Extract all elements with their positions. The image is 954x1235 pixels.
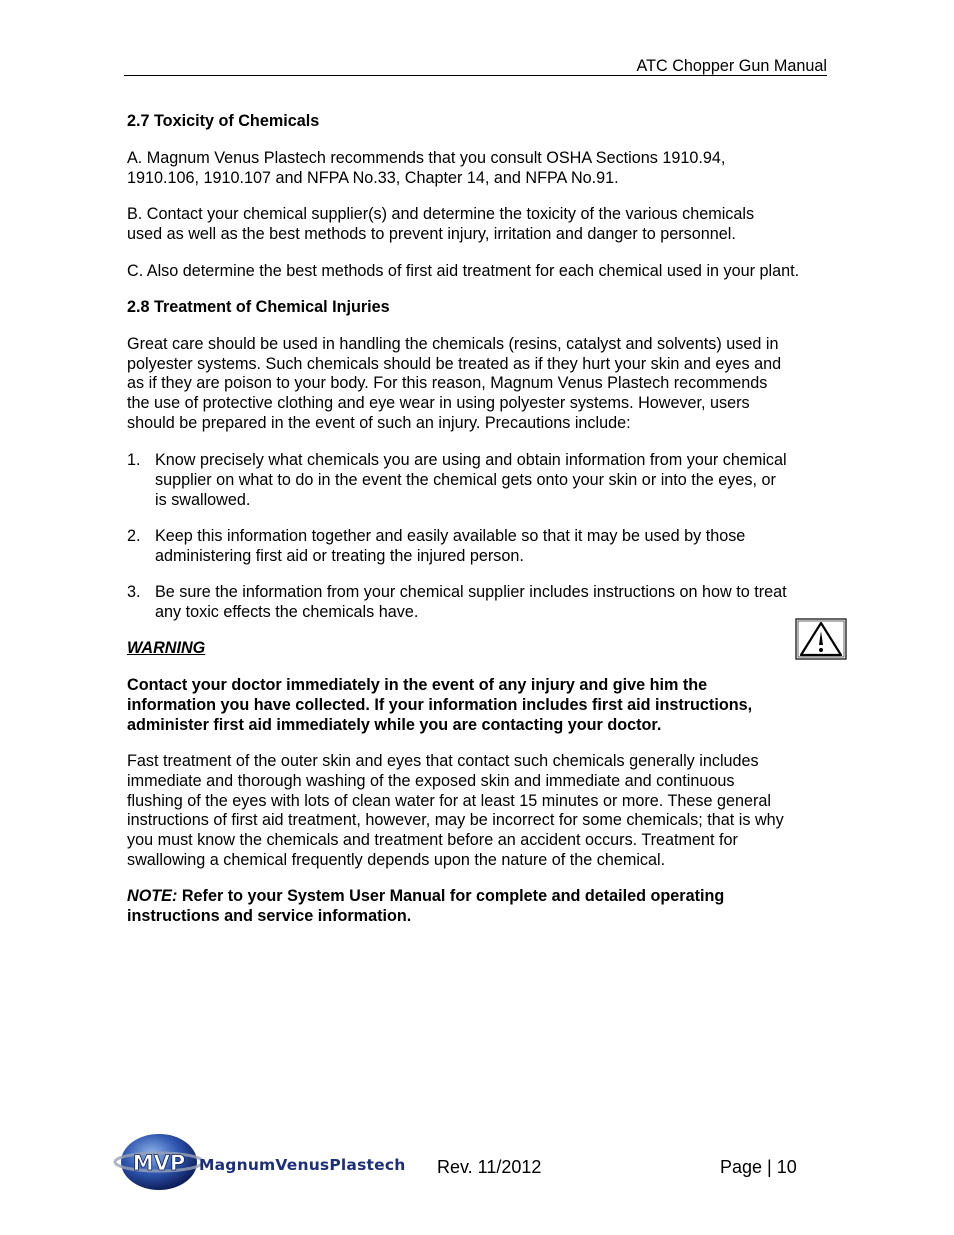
treatment-line: swallowing a chemical frequently depends upon the nature of the chemical.: [127, 851, 666, 869]
para-b-line-1: B. Contact your chemical supplier(s) and determine the toxicity of the various chemicals: [127, 205, 755, 223]
note-line-2: instructions and service information.: [127, 907, 412, 925]
note-text: Refer to your System User Manual for complete and detailed operating: [177, 887, 725, 905]
list-item-line: administering first aid or treating the injured person.: [155, 547, 524, 565]
warning-line: Contact your doctor immediately in the event of any injury and give him the: [127, 676, 708, 694]
list-item-line: Be sure the information from your chemical supplier includes instructions on how to treat: [155, 583, 787, 601]
para-a-line-2: 1910.106, 1910.107 and NFPA No.33, Chapter 14, and NFPA No.91.: [127, 169, 619, 187]
list-item-number: 1.: [127, 451, 141, 469]
intro-line: polyester systems. Such chemicals should be treated as if they hurt your skin and eyes and: [127, 355, 782, 373]
para-c: C. Also determine the best methods of first aid treatment for each chemical used in your plant.: [127, 262, 800, 280]
logo-mark: MVP: [132, 1151, 186, 1175]
note-label: NOTE:: [127, 887, 178, 905]
header-title: ATC Chopper Gun Manual: [636, 57, 827, 75]
section-2-7-heading: 2.7 Toxicity of Chemicals: [127, 112, 320, 130]
list-item-line: any toxic effects the chemicals have.: [155, 603, 419, 621]
para-b-line-2: used as well as the best methods to prevent injury, irritation and danger to personnel.: [127, 225, 736, 243]
warning-label: WARNING: [127, 639, 206, 657]
list-item-line: is swallowed.: [155, 491, 251, 509]
treatment-line: you must know the chemicals and treatment before an accident occurs. Treatment for: [127, 831, 738, 849]
list-item-number: 3.: [127, 583, 141, 601]
header-rule: [124, 75, 827, 76]
warning-triangle-icon: [795, 618, 847, 660]
warning-line: information you have collected. If your information includes first aid instructions,: [127, 696, 753, 714]
treatment-line: flushing of the eyes with lots of clean water for at least 15 minutes or more. These general: [127, 792, 771, 810]
note-line-1: [127, 886, 847, 906]
list-item-line: Know precisely what chemicals you are using and obtain information from your chemical: [155, 451, 787, 469]
logo-text: MagnumVenusPlastech: [199, 1156, 406, 1174]
list-item-line: Keep this information together and easily available so that it may be used by those: [155, 527, 746, 545]
intro-line: the use of protective clothing and eye wear in using polyester systems. However, users: [127, 394, 750, 412]
intro-line: Great care should be used in handling the chemicals (resins, catalyst and solvents) used in: [127, 335, 779, 353]
treatment-line: Fast treatment of the outer skin and eyes that contact such chemicals generally includes: [127, 752, 759, 770]
warning-line: administer first aid immediately while you are contacting your doctor.: [127, 716, 662, 734]
list-item-number: 2.: [127, 527, 141, 545]
intro-line: should be prepared in the event of such an injury. Precautions include:: [127, 414, 631, 432]
list-item-line: supplier on what to do in the event the chemical gets onto your skin or into the eyes, or: [155, 471, 776, 489]
intro-line: as if they are poison to your body. For this reason, Magnum Venus Plastech recommends: [127, 374, 768, 392]
treatment-line: instructions of first aid treatment, however, may be incorrect for some chemicals; that is why: [127, 811, 784, 829]
section-2-8-heading: 2.8 Treatment of Chemical Injuries: [127, 298, 390, 316]
revision: Rev. 11/2012: [437, 1157, 542, 1177]
treatment-line: immediate and thorough washing of the exposed skin and immediate and continuous: [127, 772, 735, 790]
para-a-line-1: A. Magnum Venus Plastech recommends that you consult OSHA Sections 1910.94,: [127, 149, 726, 167]
page-number: Page | 10: [720, 1157, 797, 1177]
